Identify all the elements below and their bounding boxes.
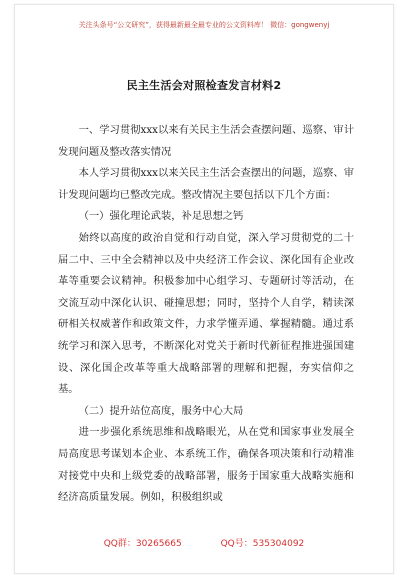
document-body — [58, 120, 354, 509]
qq-number-text: QQ号：535304092 — [220, 539, 305, 549]
document-title: 民主生活会对照检查发言材料2 — [126, 79, 282, 92]
paragraph-strategy: 进一步强化系统思维和战略眼光，从在党和国家事业发展全局高度思考谋划本企业、本系统工作，确保各项决策和行动精准对接党中央和上级党委的战略部署，服务于国家重大战略实施和经济高质量发展。例如，积极组织或 — [58, 426, 354, 504]
qq-group-text: QQ群：30265665 — [103, 539, 182, 549]
footer-contact — [0, 536, 408, 549]
header-note: 关注头条号“公文研究”，获得最新最全最专业的公文资料库！ 微信：gongwenyj — [78, 21, 330, 29]
paragraph-theory: 始终以高度的政治自觉和行动自觉，深入学习贯彻党的二十届二中、三中全会精神以及中央经济工作会议、深化国有企业改革等重要会议精神。积极参加中心组学习、专题研讨等活动，在交流互动中深化认识、碰撞思想；同时，坚持个人自学，精读深研相关权威著作和政策文件，力求学懂弄通、掌握精髓。通过系统学习和深入思考，不断深化对党关于新时代新征程推进强国建设、深化国企改革等重大战略部署的理解和把握，夯实信仰之基。 — [58, 231, 354, 396]
section-heading-1: 一、学习贯彻xxx以来有关民主生活会查摆问题、巡察、审计发现问题及整改落实情况 — [58, 124, 354, 158]
paragraph-summary: 本人学习贯彻xxx以来关民主生活会查摆出的问题，巡察、审计发现问题均已整改完成。整改情况主要包括以下几个方面： — [58, 167, 354, 201]
subheading-2: （二）提升站位高度，服务中心大局 — [78, 404, 244, 417]
subheading-1: （一）强化理论武装，补足思想之钙 — [78, 210, 244, 223]
